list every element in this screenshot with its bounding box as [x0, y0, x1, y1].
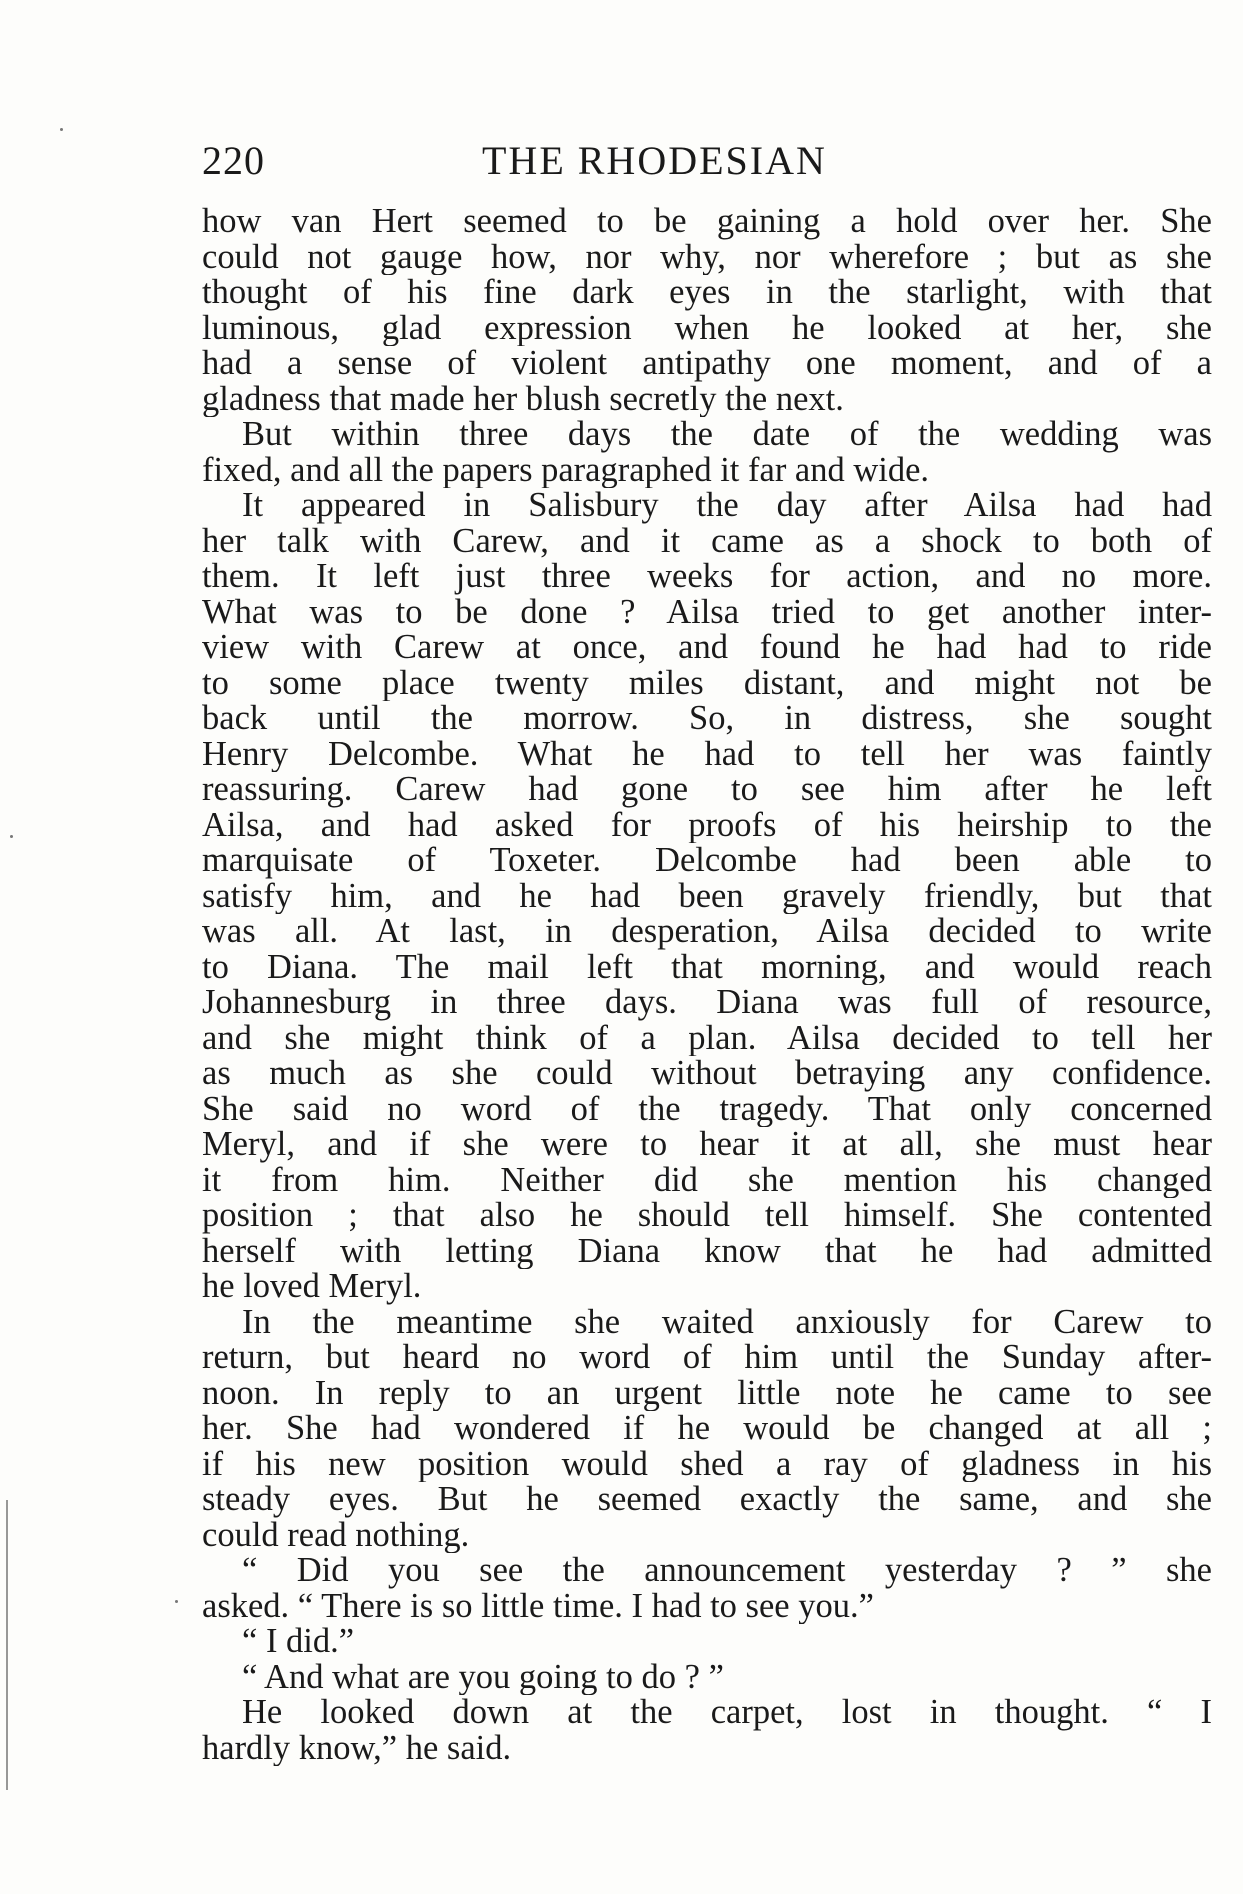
text-line: could read nothing.: [202, 1517, 470, 1553]
text-line: as much as she could without betraying any confidence.: [202, 1056, 1212, 1092]
text-line: “ And what are you going to do ? ”: [242, 1659, 724, 1695]
page-header: [202, 136, 1212, 186]
text-line: them. It left just three weeks for action, and no more.: [202, 559, 1212, 595]
text-line: to some place twenty miles distant, and might not be: [202, 665, 1212, 701]
text-line: Ailsa, and had asked for proofs of his heirship to the: [202, 807, 1212, 843]
binding-edge-mark: [6, 1500, 8, 1790]
text-line: could not gauge how, nor why, nor wherefore ; but as she: [202, 239, 1212, 275]
text-line: hardly know,” he said.: [202, 1730, 512, 1766]
text-line: Henry Delcombe. What he had to tell her was faintly: [202, 736, 1212, 772]
text-line: satisfy him, and he had been gravely friendly, but that: [202, 878, 1212, 914]
text-line: What was to be done ? Ailsa tried to get another inter-: [202, 594, 1212, 630]
text-line: luminous, glad expression when he looked at her, she: [202, 310, 1212, 346]
text-line: back until the morrow. So, in distress, she sought: [202, 701, 1212, 737]
text-line: fixed, and all the papers paragraphed it far and wide.: [202, 452, 930, 488]
paper-speck: [60, 128, 63, 131]
text-line: noon. In reply to an urgent little note he came to see: [202, 1375, 1212, 1411]
text-line: “ Did you see the announcement yesterday ? ” she: [242, 1553, 1212, 1589]
text-line: In the meantime she waited anxiously for Carew to: [242, 1304, 1212, 1340]
text-line: Johannesburg in three days. Diana was full of resource,: [202, 985, 1212, 1021]
text-line: return, but heard no word of him until the Sunday after-: [202, 1340, 1212, 1376]
text-line: how van Hert seemed to be gaining a hold over her. She: [202, 204, 1212, 240]
text-line: He looked down at the carpet, lost in thought. “ I: [242, 1695, 1212, 1731]
text-line: reassuring. Carew had gone to see him after he left: [202, 772, 1212, 808]
page-number: 220: [202, 138, 265, 183]
text-line: and she might think of a plan. Ailsa decided to tell her: [202, 1020, 1212, 1056]
text-line: to Diana. The mail left that morning, and would reach: [202, 949, 1212, 985]
paper-speck: [10, 835, 13, 838]
text-line: view with Carew at once, and found he had had to ride: [202, 630, 1212, 666]
running-title: THE RHODESIAN: [482, 138, 827, 183]
text-line: steady eyes. But he seemed exactly the same, and she: [202, 1482, 1212, 1518]
body-text: [202, 204, 1212, 1766]
text-line: She said no word of the tragedy. That only concerned: [202, 1091, 1212, 1127]
text-line: thought of his fine dark eyes in the starlight, with that: [202, 275, 1212, 311]
text-line: her. She had wondered if he would be changed at all ;: [202, 1411, 1212, 1447]
text-line: asked. “ There is so little time. I had to see you.”: [202, 1588, 874, 1624]
text-line: it from him. Neither did she mention his changed: [202, 1162, 1212, 1198]
text-line: her talk with Carew, and it came as a shock to both of: [202, 523, 1212, 559]
paper-speck: [175, 1600, 178, 1603]
text-line: “ I did.”: [242, 1624, 355, 1660]
text-line: herself with letting Diana know that he had admitted: [202, 1233, 1212, 1269]
text-line: It appeared in Salisbury the day after Ailsa had had: [242, 488, 1212, 524]
text-line: was all. At last, in desperation, Ailsa decided to write: [202, 914, 1212, 950]
text-line: if his new position would shed a ray of gladness in his: [202, 1446, 1212, 1482]
text-line: marquisate of Toxeter. Delcombe had been able to: [202, 843, 1212, 879]
text-line: But within three days the date of the wedding was: [242, 417, 1212, 453]
text-line: he loved Meryl.: [202, 1269, 422, 1305]
text-line: had a sense of violent antipathy one moment, and of a: [202, 346, 1212, 382]
text-line: Meryl, and if she were to hear it at all, she must hear: [202, 1127, 1212, 1163]
text-line: position ; that also he should tell himself. She contented: [202, 1198, 1212, 1234]
text-line: gladness that made her blush secretly the next.: [202, 381, 844, 417]
